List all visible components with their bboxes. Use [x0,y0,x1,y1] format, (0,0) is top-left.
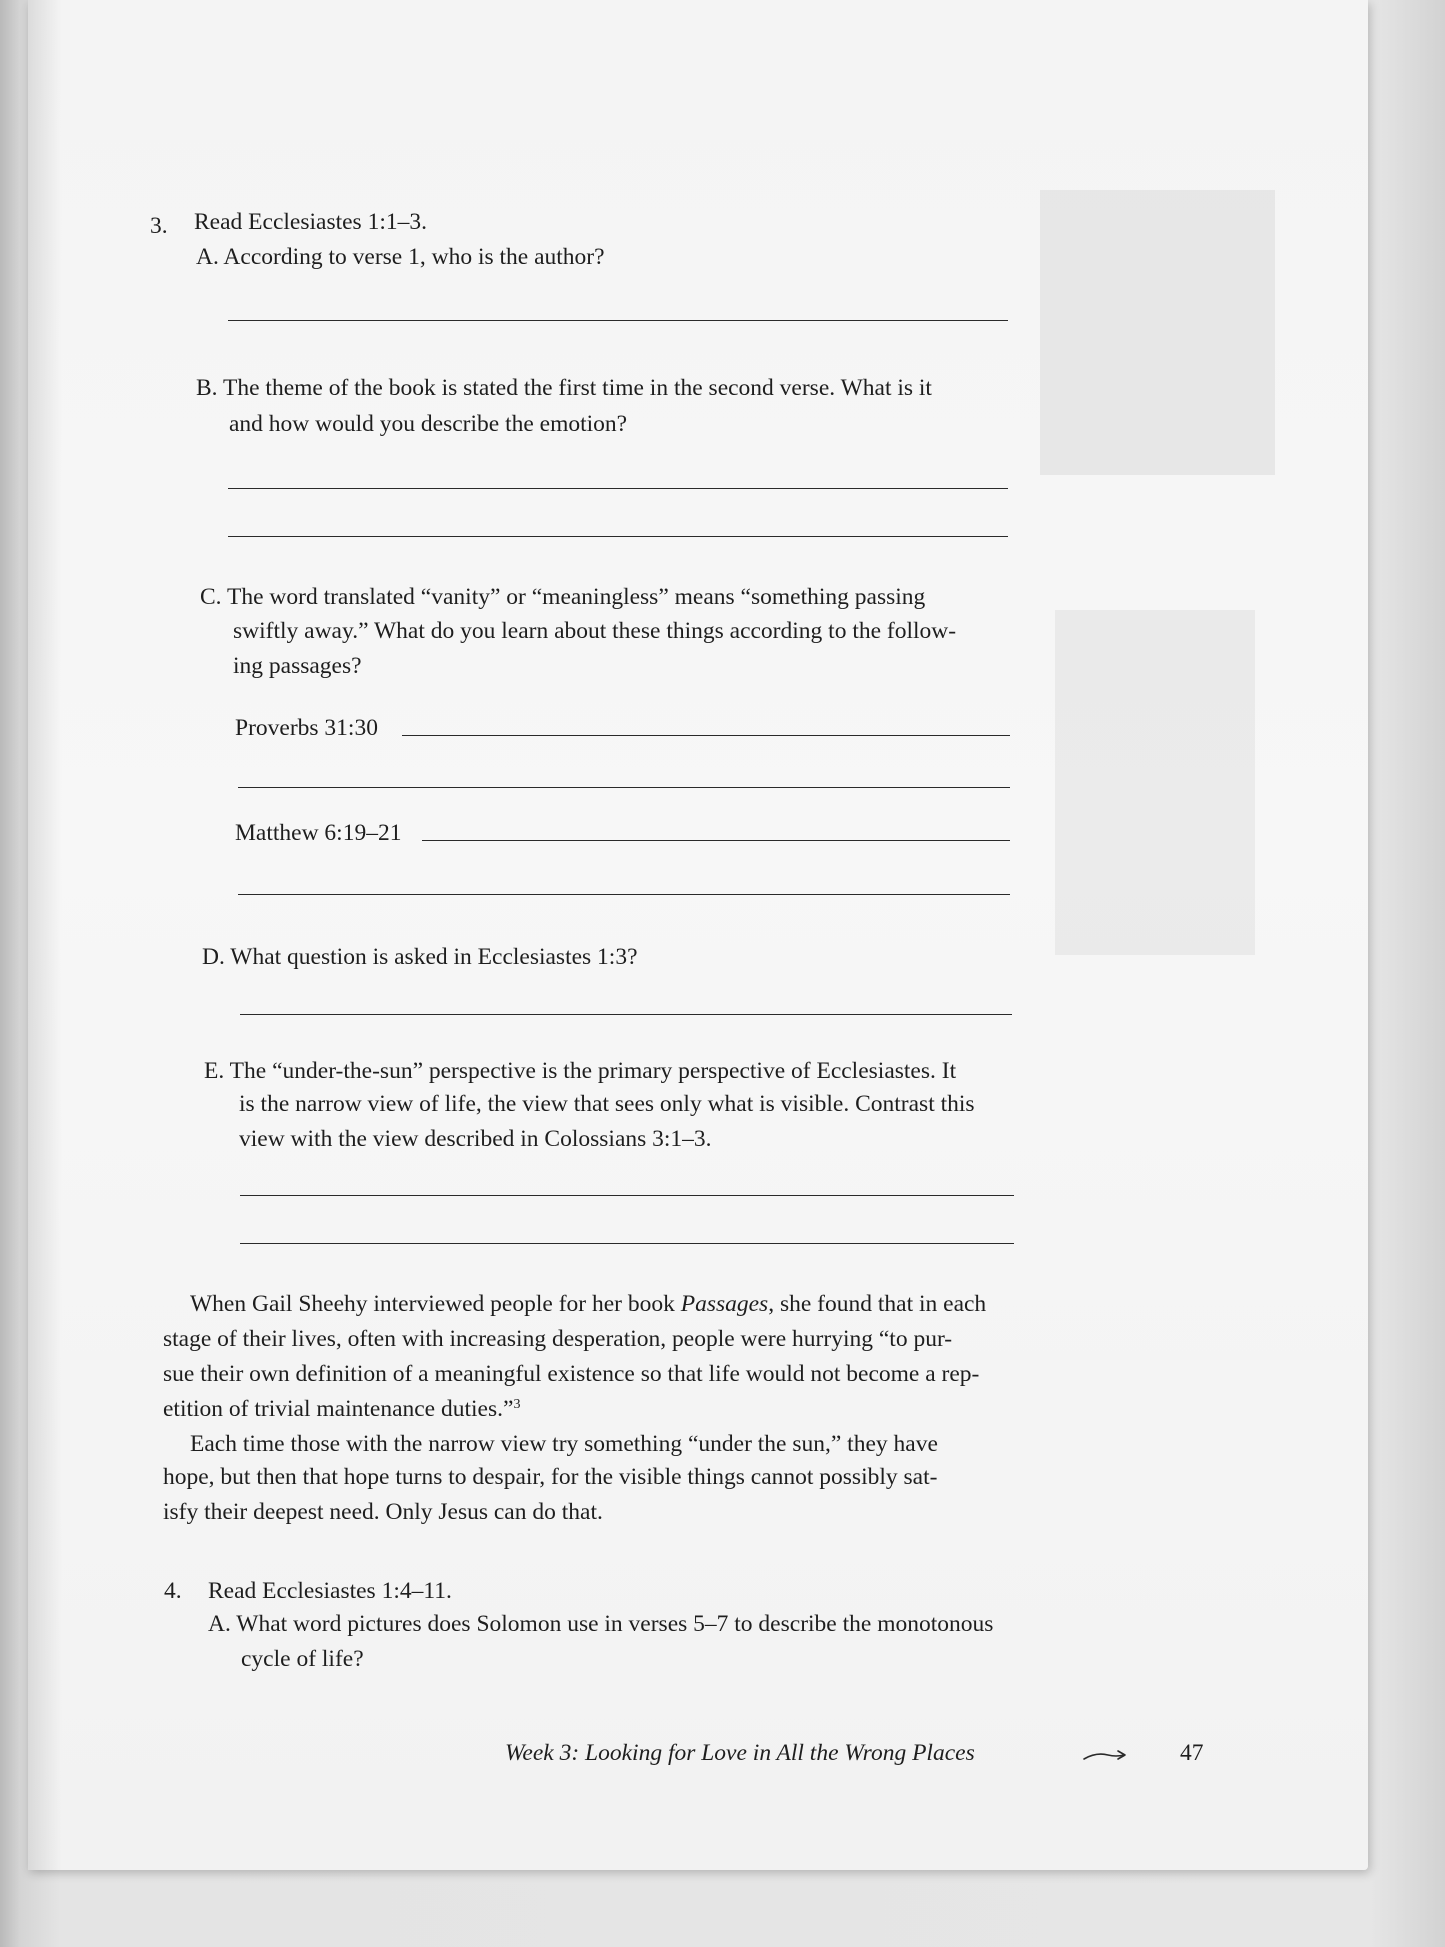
question-3e-line-2: is the narrow view of life, the view that sees only what is visible. Contrast this [239,1091,975,1117]
answer-line-3d[interactable] [240,1014,1012,1015]
question-3b-line-2: and how would you describe the emotion? [229,411,628,437]
question-3-title: Read Ecclesiastes 1:1–3. [194,209,427,235]
paragraph-1-text-a: When Gail Sheehy interviewed people for her book [190,1291,681,1317]
arrow-ornament-icon [1082,1746,1128,1766]
question-3a: A. According to verse 1, who is the author? [196,244,605,270]
answer-line-3e-2[interactable] [240,1243,1014,1244]
paragraph-1-line-1 [190,1287,986,1321]
answer-line-matthew[interactable] [422,840,1010,841]
question-3c-line-1: C. The word translated “vanity” or “meaningless” means “something passing [200,584,926,610]
question-4a-line-1: A. What word pictures does Solomon use in verses 5–7 to describe the monotonous [208,1611,994,1637]
answer-line-3b-1[interactable] [228,488,1008,489]
question-3-number: 3. [150,213,168,239]
question-4-title: Read Ecclesiastes 1:4–11. [208,1578,452,1604]
question-3b-line-1: B. The theme of the book is stated the first time in the second verse. What is it [196,375,932,401]
proverbs-reference: Proverbs 31:30 [235,715,378,741]
paragraph-2-line-1: Each time those with the narrow view try something “under the sun,” they have [190,1431,938,1457]
answer-line-proverbs-2[interactable] [238,787,1010,788]
answer-line-3a[interactable] [228,320,1008,321]
matthew-reference: Matthew 6:19–21 [235,820,402,846]
question-4a-line-2: cycle of life? [241,1646,364,1672]
paragraph-2-line-3: isfy their deepest need. Only Jesus can do that. [163,1499,603,1525]
paragraph-1-line-4 [163,1392,520,1426]
question-3e-line-1: E. The “under-the-sun” perspective is the primary perspective of Ecclesiastes. It [204,1058,957,1084]
page-number: 47 [1180,1740,1204,1766]
running-footer-title: Week 3: Looking for Love in All the Wrong Places [505,1740,975,1766]
question-4-number: 4. [164,1578,182,1604]
book-title-passages: Passages [680,1291,769,1317]
question-3e-line-3: view with the view described in Colossians 3:1–3. [239,1126,712,1152]
answer-line-3b-2[interactable] [228,536,1008,537]
paragraph-2-line-2: hope, but then that hope turns to despair, for the visible things cannot possibly sat- [163,1464,938,1490]
answer-line-matthew-2[interactable] [238,894,1010,895]
question-3c-line-2: swiftly away.” What do you learn about these things according to the follow- [233,618,957,644]
bleed-through-sidebar [1055,610,1255,955]
paragraph-1-line-2: stage of their lives, often with increasing desperation, people were hurrying “to pur- [163,1326,953,1352]
paragraph-1-line-3: sue their own definition of a meaningful existence so that life would not become a rep- [163,1361,980,1387]
paragraph-1-text-c: etition of trivial maintenance duties.” [163,1396,514,1422]
question-3c-line-3: ing passages? [233,653,362,679]
answer-line-3e-1[interactable] [240,1195,1014,1196]
answer-line-proverbs[interactable] [402,735,1010,736]
paragraph-1-text-b: , she found that in each [768,1291,987,1317]
question-3d: D. What question is asked in Ecclesiastes 1:3? [202,944,638,970]
bleed-through-image [1040,190,1275,475]
spine-shadow [28,0,62,1870]
footnote-marker: 3 [513,1397,521,1412]
